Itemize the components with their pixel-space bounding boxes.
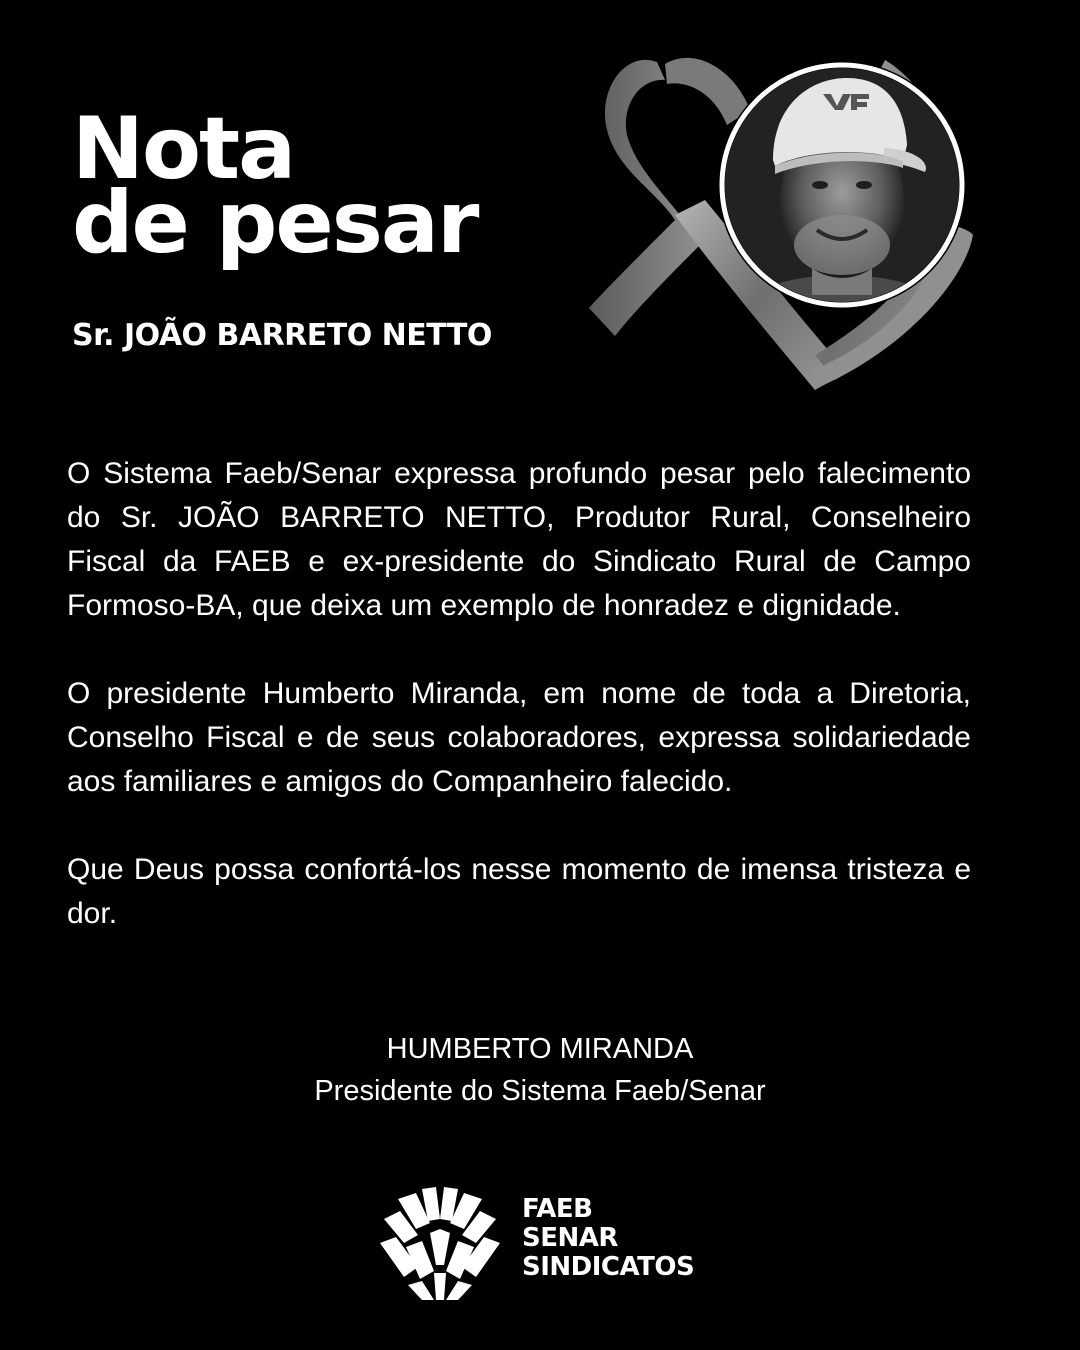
message-paragraph-3: Que Deus possa confortá-los nesse momento de imensa tristeza e dor. — [67, 853, 971, 930]
title-line-2: de pesar — [72, 173, 478, 273]
faeb-logo-icon — [378, 1185, 502, 1300]
message-body — [67, 452, 971, 936]
mourning-ribbon-icon — [585, 50, 980, 395]
signature-name: HUMBERTO MIRANDA — [386, 1033, 694, 1065]
signature-role: Presidente do Sistema Faeb/Senar — [314, 1075, 766, 1107]
title-line-1: Nota — [72, 99, 295, 199]
faeb-senar-logo — [378, 1185, 708, 1300]
deceased-name: Sr. JOÃO BARRETO NETTO — [72, 318, 492, 353]
signature-block — [0, 1028, 1080, 1112]
logo-line-faeb: FAEB — [522, 1194, 593, 1224]
logo-line-sindicatos: SINDICATOS — [522, 1252, 695, 1282]
message-paragraph-1: O Sistema Faeb/Senar expressa profundo pesar pelo falecimento do Sr. JOÃO BARRETO NETTO, Produtor Rural, Conselheiro Fiscal da FAEB e ex-presidente do Sindicato Rural de Campo Formoso-BA, que deixa um exemplo de honradez e dignidade. — [67, 457, 971, 622]
message-paragraph-2: O presidente Humberto Miranda, em nome de toda a Diretoria, Conselho Fiscal e de seus colaboradores, expressa solidariedade aos familiares e amigos do Companheiro falecido. — [67, 677, 971, 798]
page-title — [72, 99, 478, 273]
logo-line-senar: SENAR — [522, 1223, 618, 1253]
logo-wordmark — [522, 1195, 694, 1282]
portrait-with-ribbon — [585, 50, 980, 395]
